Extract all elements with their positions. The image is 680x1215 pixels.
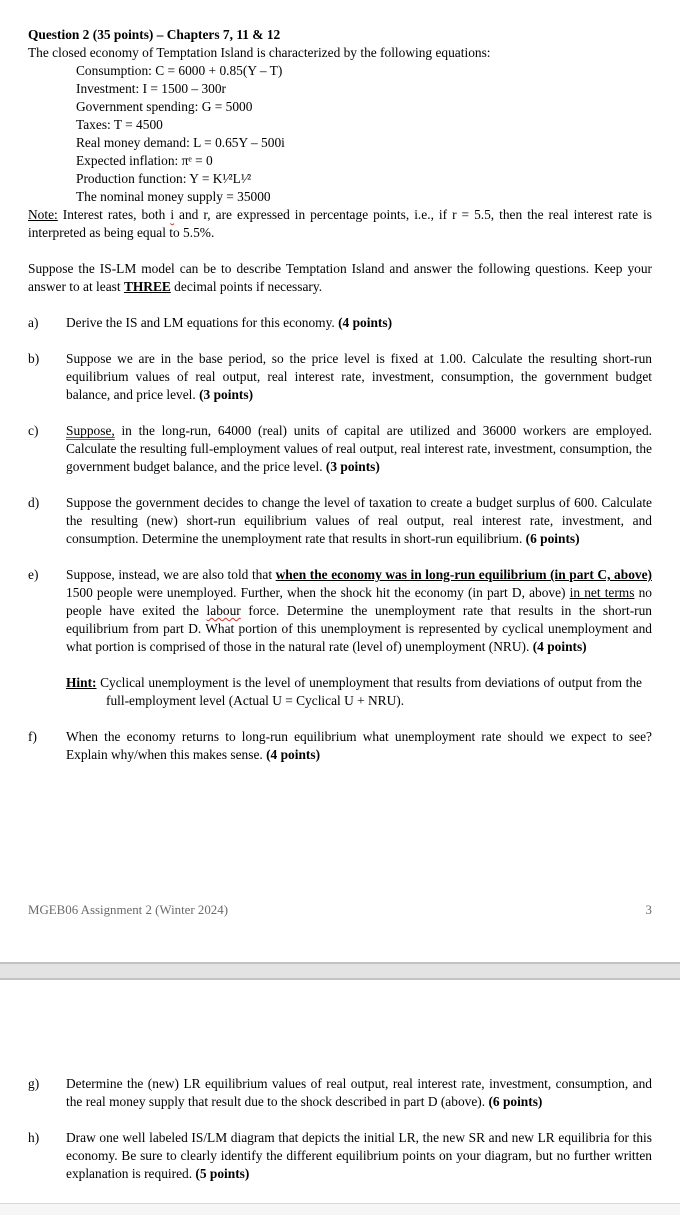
- question-item-a: [28, 314, 652, 332]
- item-e-points: (4 points): [532, 639, 587, 654]
- page-4: [0, 980, 680, 1215]
- item-e-bold-underline: when the economy was in long-run equilibrium (in part C, above): [275, 567, 652, 582]
- item-a-text: [66, 314, 652, 332]
- spell-flagged-i: i: [170, 207, 175, 222]
- question-item-h: [28, 1129, 652, 1183]
- item-g-body: Determine the (new) LR equilibrium values of real output, real interest rate, investment, consumption, and the real money supply that result due to the shock described in part D (above).: [66, 1076, 652, 1109]
- question-item-g: [28, 1075, 652, 1111]
- note-paragraph: [28, 206, 652, 242]
- item-a-label: a): [28, 315, 39, 330]
- equation-taxes: Taxes: T = 4500: [76, 117, 163, 132]
- item-d-points: (6 points): [525, 531, 580, 546]
- page-footer: [28, 901, 652, 919]
- item-e-underline: in net terms: [569, 585, 635, 600]
- equation-money-demand: Real money demand: L = 0.65Y – 500i: [76, 135, 285, 150]
- item-d-body: Suppose the government decides to change the level of taxation to create a budget surplus of 600. Calculate the resulting (new) short-run equilibrium values of real output, real interest rate, investment, and consumption. Determine the unemployment rate that results in short-run equilibrium.: [66, 495, 652, 546]
- note-label: Note:: [28, 207, 58, 222]
- hint-paragraph: [66, 674, 642, 710]
- hint-text: Cyclical unemployment is the level of unemployment that results from deviations of output from the full-employment level (Actual U = Cyclical U + NRU).: [96, 675, 642, 708]
- equation-expected-inflation: Expected inflation: πᵉ = 0: [76, 153, 213, 168]
- equation-investment: Investment: I = 1500 – 300r: [76, 81, 226, 96]
- item-d-text: [66, 494, 652, 548]
- question-item-b: [28, 350, 652, 404]
- instructions-paragraph: [28, 260, 652, 296]
- equation-list: [76, 62, 652, 206]
- item-h-body: Draw one well labeled IS/LM diagram that depicts the initial LR, the new SR and new LR equilibria for this economy. Be sure to clearly identify the different equilibrium points on your diagram, but no further written explanation is required.: [66, 1130, 652, 1181]
- item-g-text: [66, 1075, 652, 1111]
- note-text-2: and r, are expressed in percentage points, i.e., if r = 5.5, then the real interest rate is interpreted as being equal to 5.5%.: [28, 207, 652, 240]
- item-f-points: (4 points): [266, 747, 321, 762]
- equation-production-function: Production function: Y = K¹⁄²L¹⁄²: [76, 171, 252, 186]
- intro-text: The closed economy of Temptation Island is characterized by the following equations:: [28, 45, 491, 60]
- item-g-label: g): [28, 1076, 40, 1091]
- item-g-points: (6 points): [488, 1094, 543, 1109]
- question-item-f: [28, 728, 652, 764]
- item-f-label: f): [28, 729, 37, 744]
- next-page-break-edge: [0, 1203, 680, 1215]
- equation-consumption: Consumption: C = 6000 + 0.85(Y – T): [76, 63, 283, 78]
- item-c-label: c): [28, 423, 39, 438]
- item-e-body-3: no people have exited the: [66, 585, 652, 618]
- question-title: Question 2 (35 points) – Chapters 7, 11 & 12: [28, 27, 281, 42]
- item-b-text: [66, 350, 652, 404]
- note-text-1: Interest rates, both: [57, 207, 171, 222]
- item-e-body-2: 1500 people were unemployed. Further, when the shock hit the economy (in part D, above): [66, 585, 570, 600]
- equation-government-spending: Government spending: G = 5000: [76, 99, 253, 114]
- emphasis-three: THREE: [123, 279, 171, 294]
- item-h-text: [66, 1129, 652, 1183]
- item-c-body: in the long-run, 64000 (real) units of capital are utilized and 36000 workers are employed. Calculate the resulting full-employment values of real output, real interest rate, investment, consumption, the government budget balance, and the price level.: [66, 423, 652, 474]
- instructions-text-1: Suppose the IS-LM model can be to describe Temptation Island and answer the following questions. Keep your answer to at least: [28, 261, 652, 294]
- item-e-body-1: Suppose, instead, we are also told that: [66, 567, 276, 582]
- item-e-body-4: force. Determine the unemployment rate that results in the short-run equilibrium from part D. What portion of this unemployment is represented by cyclical unemployment and what portion is comprised of those in the natural rate (level of) unemployment (NRU).: [66, 603, 652, 654]
- item-d-label: d): [28, 495, 40, 510]
- question-item-c: [28, 422, 652, 476]
- instructions-text-2: decimal points if necessary.: [170, 279, 323, 294]
- item-e-label: e): [28, 567, 39, 582]
- item-h-label: h): [28, 1130, 40, 1145]
- footer-course: MGEB06 Assignment 2 (Winter 2024): [28, 903, 228, 917]
- question-item-d: [28, 494, 652, 548]
- item-b-body: Suppose we are in the base period, so the price level is fixed at 1.00. Calculate the resulting short-run equilibrium values of real output, real interest rate, investment, consumption, the government budget balance, and price level.: [66, 351, 652, 402]
- item-a-points: (4 points): [338, 315, 393, 330]
- item-h-points: (5 points): [195, 1166, 250, 1181]
- item-c-text: [66, 422, 652, 476]
- item-f-body: When the economy returns to long-run equilibrium what unemployment rate should we expect to see? Explain why/when this makes sense.: [66, 729, 652, 762]
- item-e-text: [66, 566, 652, 656]
- hint-label: Hint:: [66, 675, 97, 690]
- question-item-e: [28, 566, 652, 656]
- item-c-points: (3 points): [325, 459, 380, 474]
- spell-flagged-labour: labour: [206, 603, 241, 618]
- page-break-bar: [0, 962, 680, 980]
- item-b-points: (3 points): [199, 387, 254, 402]
- item-f-text: [66, 728, 652, 764]
- item-b-label: b): [28, 351, 40, 366]
- item-a-body: Derive the IS and LM equations for this economy.: [66, 315, 339, 330]
- footer-page-number: 3: [645, 903, 652, 917]
- grammar-flagged-word: Suppose,: [66, 423, 115, 438]
- equation-money-supply: The nominal money supply = 35000: [76, 189, 271, 204]
